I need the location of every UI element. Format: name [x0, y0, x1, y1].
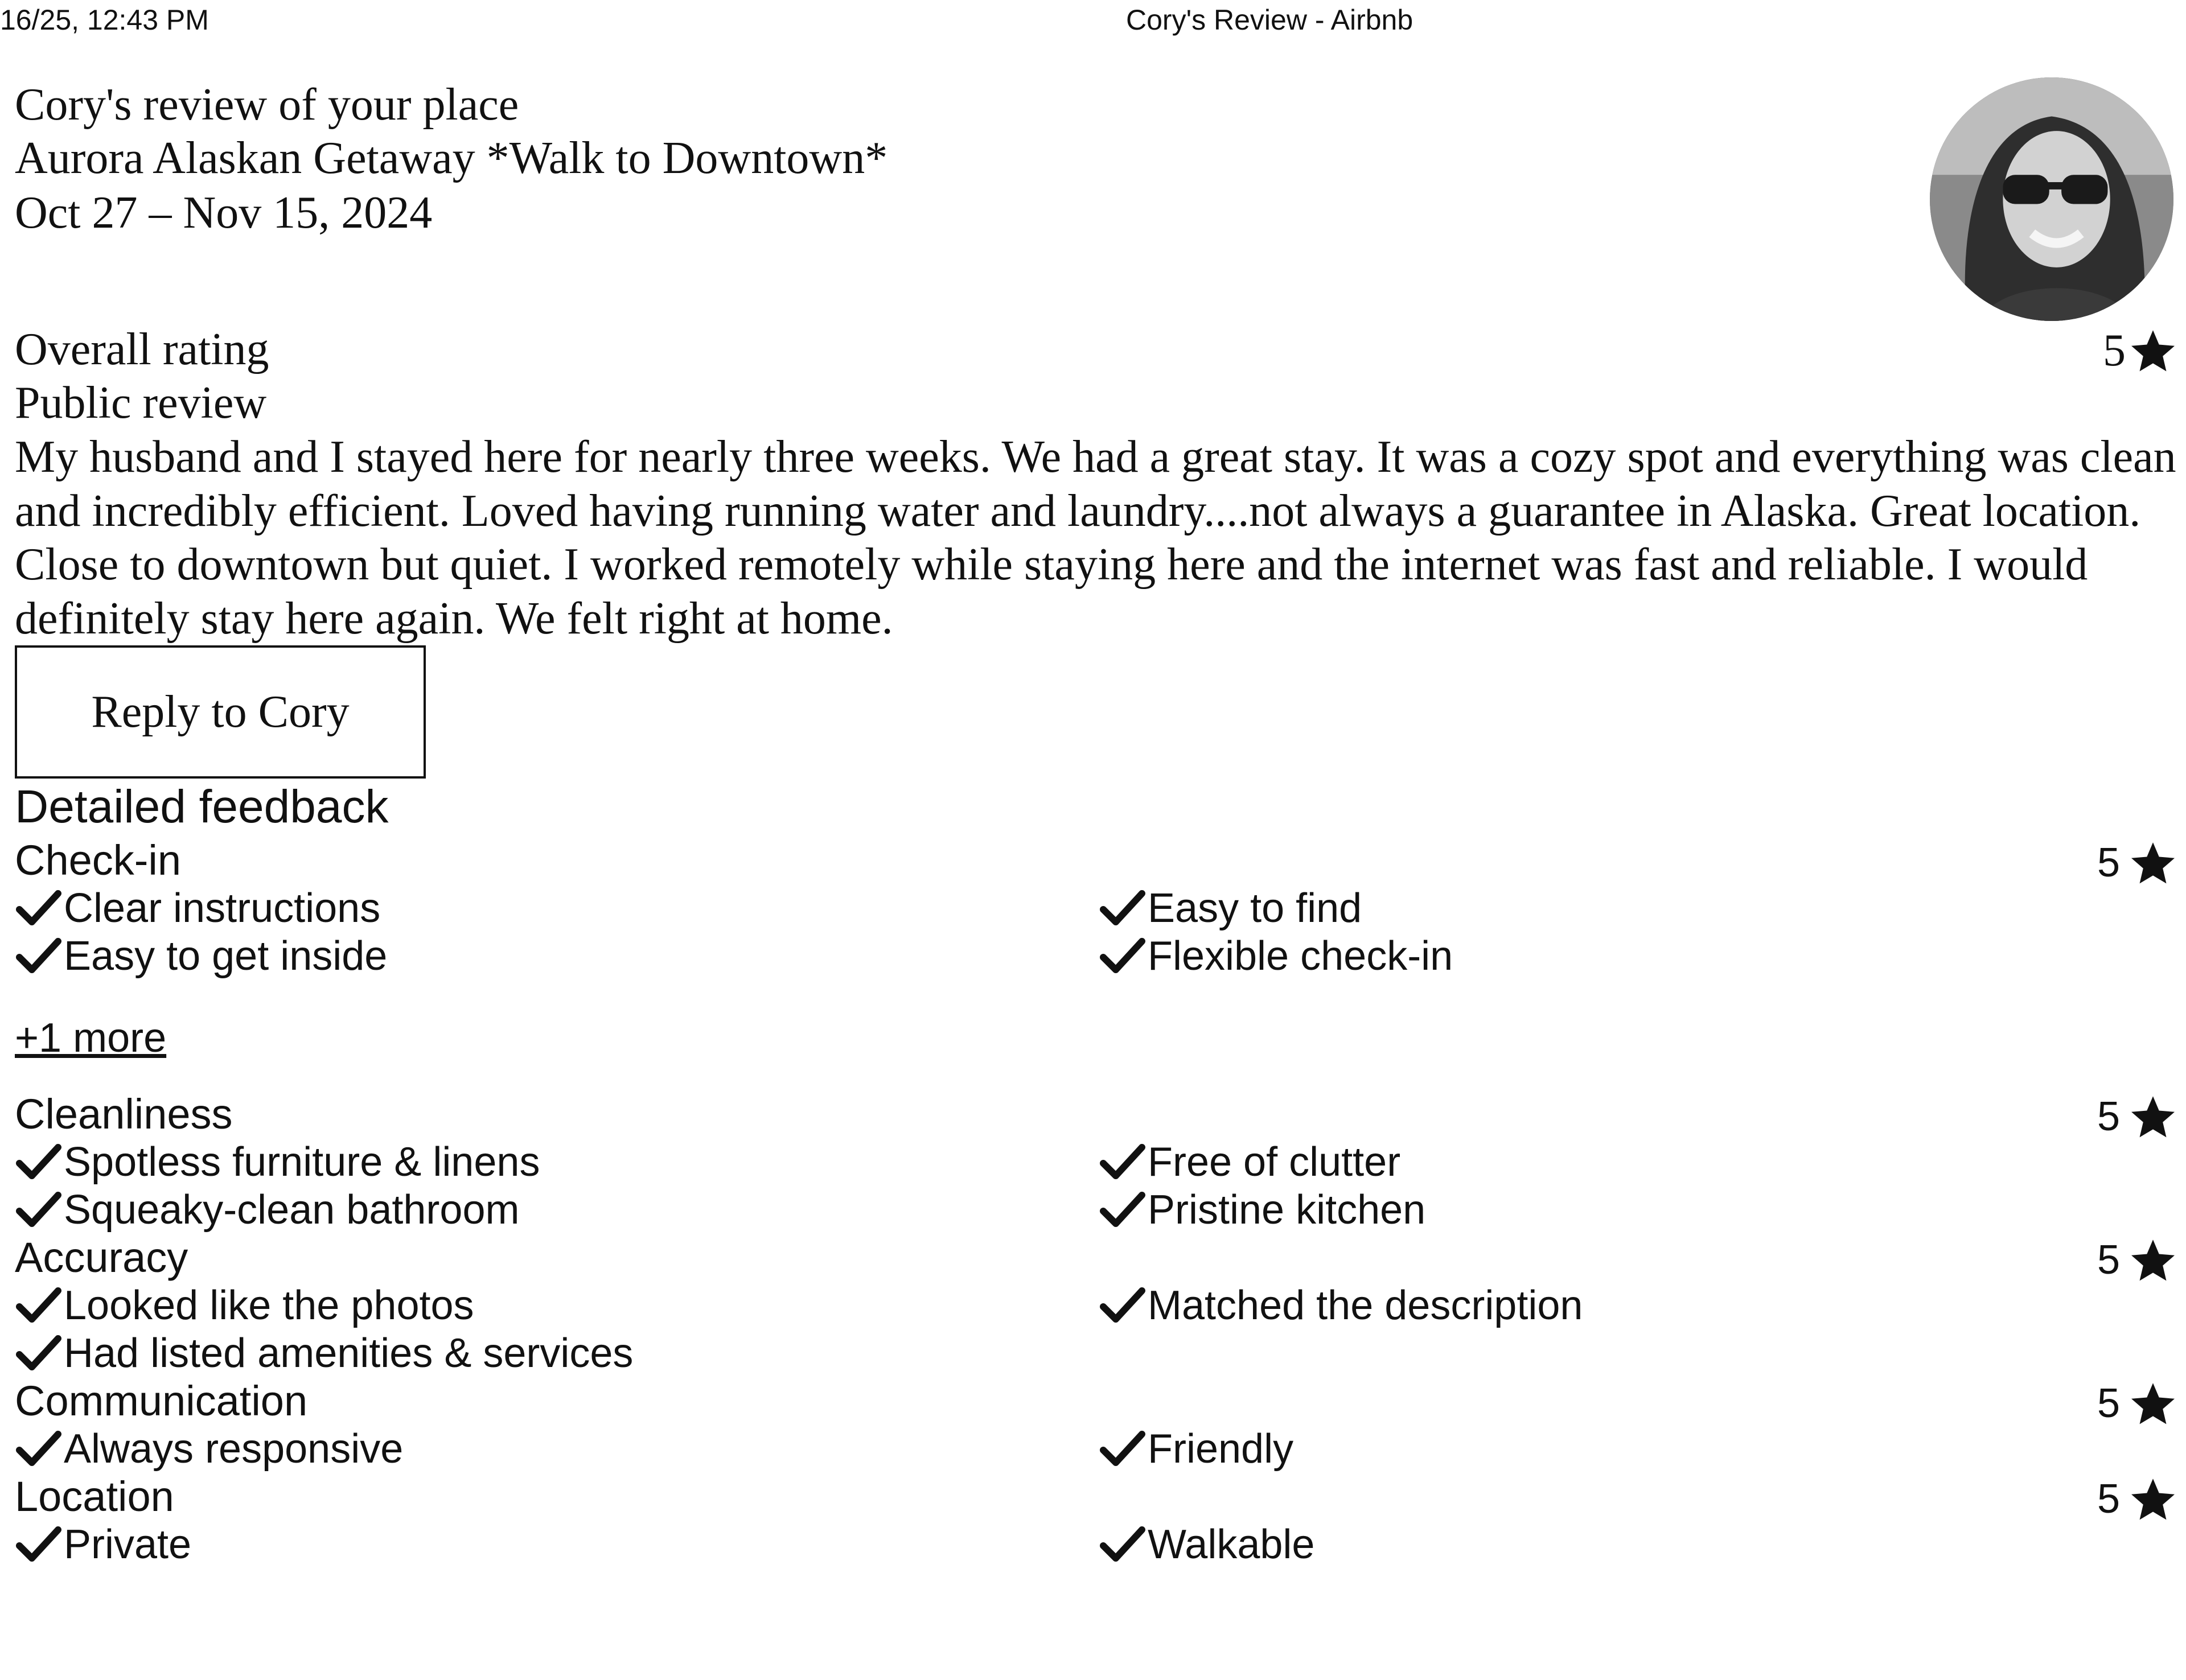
feedback-tag — [1100, 1425, 1293, 1473]
checkmark-icon — [1100, 888, 1145, 928]
star-icon — [2129, 327, 2177, 374]
feedback-tag — [16, 884, 380, 932]
feedback-category-label: Communication — [15, 1377, 308, 1424]
category-rating-value: 5 — [2097, 1381, 2120, 1426]
checkmark-icon — [16, 1190, 61, 1230]
overall-rating-label: Overall rating — [15, 324, 269, 374]
checkmark-icon — [1100, 936, 1145, 976]
reply-button[interactable]: Reply to Cory — [15, 645, 426, 779]
category-rating-value: 5 — [2097, 1237, 2120, 1283]
feedback-tag — [16, 1138, 540, 1186]
category-rating-value: 5 — [2097, 1476, 2120, 1522]
feedback-tag — [16, 932, 387, 980]
feedback-category-label: Location — [15, 1473, 174, 1520]
star-icon — [2129, 1093, 2177, 1140]
category-rating — [2097, 1475, 2177, 1523]
checkmark-icon — [16, 1142, 61, 1182]
feedback-tag-label: Free of clutter — [1148, 1139, 1401, 1185]
feedback-tag — [1100, 1282, 1583, 1329]
feedback-tag-label: Clear instructions — [64, 886, 381, 931]
category-rating — [2097, 839, 2177, 887]
feedback-tag-label: Looked like the photos — [64, 1283, 474, 1328]
category-rating-value: 5 — [2097, 840, 2120, 886]
feedback-tag-label: Squeaky-clean bathroom — [64, 1187, 520, 1233]
star-icon — [2129, 1475, 2177, 1523]
star-icon — [2129, 1380, 2177, 1427]
feedback-tag-label: Pristine kitchen — [1148, 1187, 1426, 1233]
feedback-category-label: Cleanliness — [15, 1090, 233, 1138]
overall-rating — [2103, 327, 2177, 374]
public-review-label: Public review — [15, 378, 267, 428]
feedback-category-label: Accuracy — [15, 1234, 188, 1281]
checkmark-icon — [16, 888, 61, 928]
feedback-tag — [1100, 1138, 1400, 1186]
feedback-tag-label: Flexible check-in — [1148, 933, 1453, 979]
feedback-category-label: Check-in — [15, 837, 181, 884]
feedback-tag-label: Spotless furniture & linens — [64, 1139, 540, 1185]
avatar-photo-icon — [1930, 77, 2173, 321]
checkmark-icon — [16, 1429, 61, 1469]
feedback-tag — [1100, 932, 1453, 980]
feedback-tag-label: Always responsive — [64, 1426, 404, 1472]
overall-rating-value: 5 — [2103, 326, 2126, 376]
checkmark-icon — [16, 1286, 61, 1325]
avatar — [1930, 77, 2173, 321]
feedback-tag — [16, 1282, 474, 1329]
feedback-tag — [16, 1329, 633, 1377]
star-icon — [2129, 839, 2177, 887]
feedback-tag — [1100, 1521, 1314, 1568]
print-timestamp: 16/25, 12:43 PM — [0, 4, 209, 36]
stay-dates: Oct 27 – Nov 15, 2024 — [15, 188, 433, 238]
checkmark-icon — [1100, 1525, 1145, 1564]
star-icon — [2129, 1236, 2177, 1284]
category-rating — [2097, 1093, 2177, 1140]
checkmark-icon — [1100, 1286, 1145, 1325]
checkmark-icon — [1100, 1142, 1145, 1182]
more-link[interactable]: +1 more — [15, 1015, 167, 1061]
checkmark-icon — [1100, 1190, 1145, 1230]
feedback-tag-label: Walkable — [1148, 1522, 1315, 1567]
feedback-tag-label: Matched the description — [1148, 1283, 1583, 1328]
feedback-tag-label: Easy to find — [1148, 886, 1362, 931]
feedback-tag — [1100, 1186, 1425, 1234]
category-rating-value: 5 — [2097, 1094, 2120, 1139]
checkmark-icon — [16, 936, 61, 976]
feedback-tag-label: Friendly — [1148, 1426, 1294, 1472]
public-review-text: My husband and I stayed here for nearly three weeks. We had a great stay. It was a cozy spot and everything was clean and incredibly efficient. Loved having running water and laundry....not always a guarantee in Alaska. Great location. Close to downtown but quiet. I worked remotely while staying here and the internet was fast and reliable. I would definitely stay here again. We felt right at home. — [15, 432, 2176, 644]
checkmark-icon — [16, 1333, 61, 1373]
category-rating — [2097, 1380, 2177, 1427]
feedback-tag — [1100, 884, 1362, 932]
window-title: Cory's Review - Airbnb — [1126, 4, 1413, 36]
feedback-tag — [16, 1521, 191, 1568]
feedback-tag-label: Had listed amenities & services — [64, 1331, 634, 1376]
checkmark-icon — [16, 1525, 61, 1564]
feedback-tag — [16, 1425, 403, 1473]
review-heading: Cory's review of your place — [15, 80, 519, 130]
category-rating — [2097, 1236, 2177, 1284]
detailed-feedback-heading: Detailed feedback — [15, 781, 389, 833]
feedback-tag-label: Easy to get inside — [64, 933, 388, 979]
listing-name: Aurora Alaskan Getaway *Walk to Downtown* — [15, 133, 888, 183]
feedback-tag — [16, 1186, 519, 1234]
feedback-tag-label: Private — [64, 1522, 192, 1567]
checkmark-icon — [1100, 1429, 1145, 1469]
